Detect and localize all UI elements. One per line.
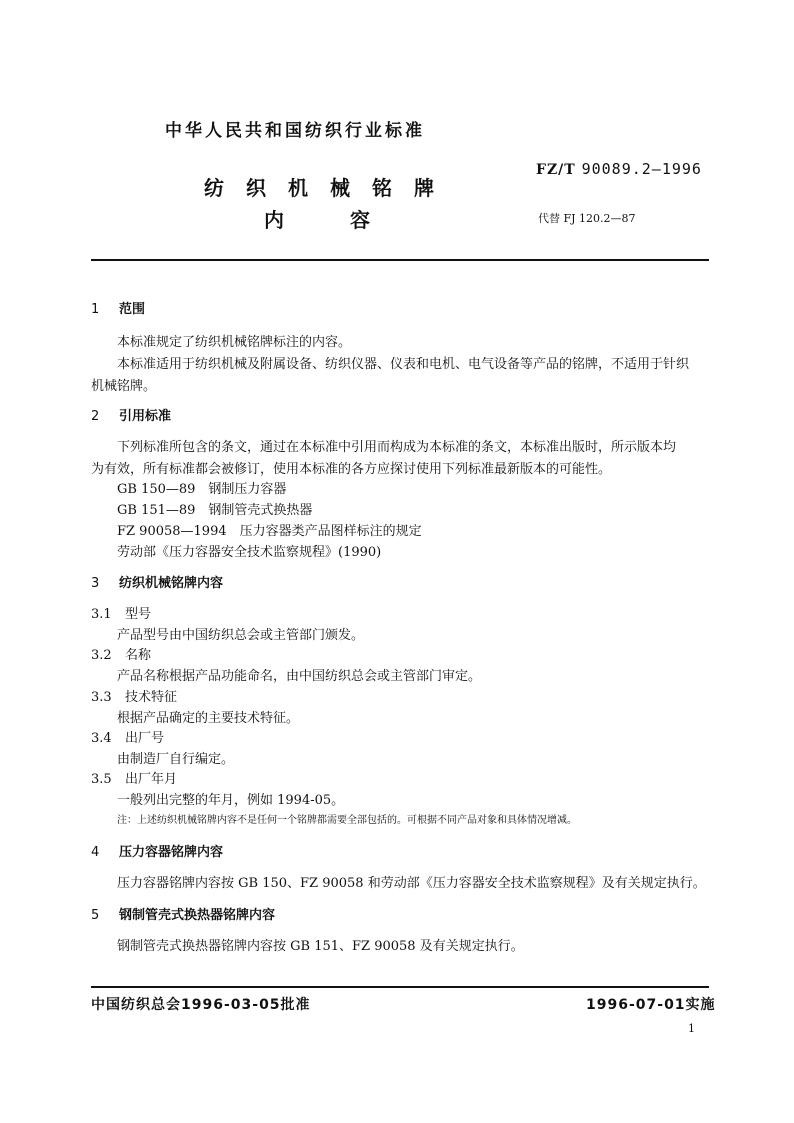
paragraph: 本标准适用于纺织机械及附属设备、纺织仪器、仪表和电机、电气设备等产品的铭牌，不适用于针织 (117, 357, 690, 372)
paragraph: 产品型号由中国纺织总会或主管部门颁发。 (117, 628, 365, 643)
subsection-3-3-heading (91, 686, 177, 705)
paragraph: 由制造厂自行编定。 (117, 752, 235, 767)
reference-item: FZ 90058—1994 压力容器类产品图样标注的规定 (117, 524, 422, 539)
subsection-number: 3.4 (91, 731, 112, 746)
subsection-title: 技术特征 (125, 690, 178, 705)
subsection-number: 3.3 (91, 690, 112, 705)
reference-item: GB 151—89 钢制管壳式换热器 (117, 503, 313, 518)
effective-date: 1996-07-01实施 (586, 997, 716, 1013)
subsection-title: 出厂年月 (125, 772, 178, 787)
subsection-title: 名称 (125, 648, 152, 663)
paragraph: 钢制管壳式换热器铭牌内容按 GB 151、FZ 90058 及有关规定执行。 (117, 939, 524, 954)
standard-code (536, 160, 702, 178)
standard-code-prefix: FZ/T (536, 162, 576, 178)
paragraph: 产品名称根据产品功能命名，由中国纺织总会或主管部门审定。 (117, 669, 482, 684)
section-title: 范围 (119, 302, 146, 317)
paragraph-continuation: 机械铭牌。 (91, 379, 157, 394)
replaces-standard: 代替 FJ 120.2—87 (538, 212, 636, 225)
approval-date: 中国纺织总会1996-03-05批准 (91, 997, 311, 1013)
section-title: 引用标准 (119, 409, 172, 424)
section-number: 4 (91, 845, 100, 860)
reference-item: GB 150—89 钢制压力容器 (117, 482, 287, 497)
section-number: 3 (91, 576, 100, 591)
section-title: 压力容器铭牌内容 (119, 845, 224, 860)
document-subtitle: 内容 (264, 208, 436, 232)
paragraph: 压力容器铭牌内容按 GB 150、FZ 90058 和劳动部《压力容器安全技术监察规程》及有关规定执行。 (117, 876, 706, 891)
subsection-3-1-heading (91, 603, 151, 622)
subsection-3-5-heading (91, 768, 177, 787)
document-title: 纺织机械铭牌 (204, 176, 456, 200)
footer-divider (91, 986, 709, 988)
section-number: 2 (91, 409, 100, 424)
subsection-3-2-heading (91, 644, 151, 663)
section-title: 纺织机械铭牌内容 (119, 576, 224, 591)
section-4-heading (91, 841, 223, 860)
section-1-heading (91, 298, 145, 317)
subsection-number: 3.1 (91, 607, 112, 622)
issuing-organization: 中华人民共和国纺织行业标准 (165, 121, 425, 141)
standard-code-number: 90089.2—1996 (581, 160, 702, 178)
section-3-heading (91, 572, 223, 591)
reference-item: 劳动部《压力容器安全技术监察规程》(1990) (117, 545, 382, 560)
subsection-title: 型号 (125, 607, 152, 622)
header-divider (91, 259, 709, 261)
paragraph-continuation: 为有效，所有标准都会被修订，使用本标准的各方应探讨使用下列标准最新版本的可能性。 (91, 462, 612, 477)
page-number: 1 (688, 1022, 695, 1035)
paragraph: 下列标准所包含的条文，通过在本标准中引用而构成为本标准的条文，本标准出版时，所示版本均 (117, 440, 677, 455)
section-2-heading (91, 405, 171, 424)
paragraph: 根据产品确定的主要技术特征。 (117, 711, 300, 726)
note: 注：上述纺织机械铭牌内容不是任何一个铭牌都需要全部包括的。可根据不同产品对象和具体情况增减。 (117, 815, 577, 826)
paragraph: 一般列出完整的年月，例如 1994-05。 (117, 793, 345, 808)
subsection-number: 3.2 (91, 648, 112, 663)
subsection-number: 3.5 (91, 772, 112, 787)
section-number: 5 (91, 908, 100, 923)
section-number: 1 (91, 302, 100, 317)
section-5-heading (91, 904, 275, 923)
subsection-title: 出厂号 (125, 731, 165, 746)
section-title: 钢制管壳式换热器铭牌内容 (119, 908, 276, 923)
subsection-3-4-heading (91, 727, 164, 746)
paragraph: 本标准规定了纺织机械铭牌标注的内容。 (117, 335, 352, 350)
